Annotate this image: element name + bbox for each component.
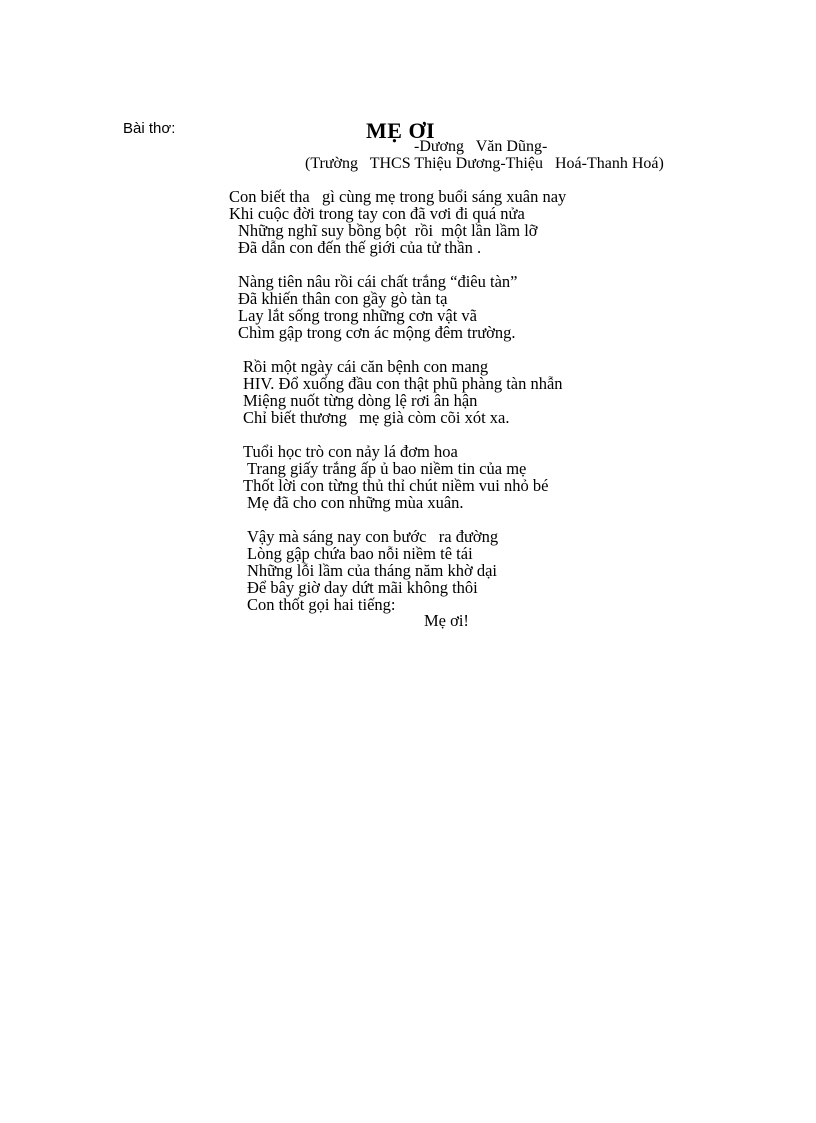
poem-line: Con thốt gọi hai tiếng: (247, 595, 396, 614)
poem-line-closing: Mẹ ơi! (424, 611, 469, 630)
poem-line: Nàng tiên nâu rồi cái chất trắng “điêu tàn” (238, 272, 518, 291)
poem-line: Lay lắt sống trong những cơn vật vã (238, 306, 477, 325)
poem-line: Chìm gập trong cơn ác mộng đêm trường. (238, 323, 516, 342)
poem-line: Chỉ biết thương mẹ già còm cõi xót xa. (243, 408, 510, 427)
poem-label: Bài thơ: (123, 120, 176, 137)
poem-line: Vậy mà sáng nay con bước ra đường (247, 527, 499, 546)
poem-title: MẸ ƠI (366, 118, 436, 143)
poem-line: Thốt lời con từng thủ thỉ chút niềm vui nhỏ bé (243, 476, 549, 495)
poem-line: Để bây giờ day dứt mãi không thôi (247, 578, 478, 597)
poem-line: Lòng gập chứa bao nỗi niềm tê tái (247, 544, 473, 563)
poem-line: Trang giấy trắng ấp ủ bao niềm tin của mẹ (247, 459, 527, 478)
poem-line: Đã dẫn con đến thế giới của tử thần . (238, 238, 482, 257)
poem-line: Khi cuộc đời trong tay con đã vơi đi quá nửa (229, 204, 525, 223)
poem-line: Rồi một ngày cái căn bệnh con mang (243, 357, 489, 376)
poem-line: Tuổi học trò con nảy lá đơm hoa (243, 442, 458, 461)
poem-line: Những nghĩ suy bồng bột rồi một lần lầm lỡ (238, 221, 538, 240)
poem-line: Mẹ đã cho con những mùa xuân. (247, 493, 464, 512)
poem-line: Con biết tha gì cùng mẹ trong buổi sáng xuân nay (229, 187, 567, 206)
poem-line: Đã khiến thân con gầy gò tàn tạ (238, 289, 448, 308)
poem-school: (Trường THCS Thiệu Dương-Thiệu Hoá-Thanh Hoá) (305, 155, 664, 172)
poem-line: Những lỗi lầm của tháng năm khờ dại (247, 561, 497, 580)
poem-line: HIV. Đổ xuống đầu con thật phũ phàng tàn nhẫn (243, 374, 563, 393)
poem-line: Miệng nuốt từng dòng lệ rơi ân hận (243, 391, 478, 410)
poem-author: -Dương Văn Dũng- (414, 138, 548, 155)
